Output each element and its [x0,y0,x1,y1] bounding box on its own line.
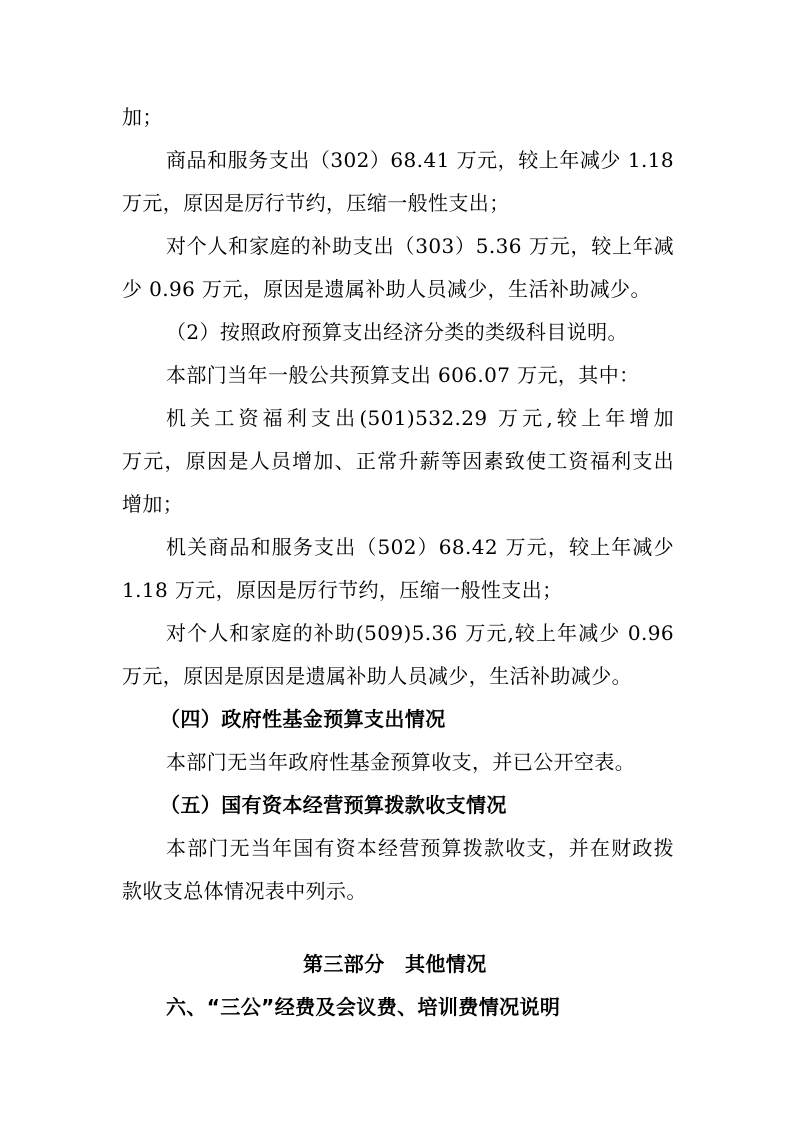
paragraph-line: 少 0.96 万元，原因是遗属补助人员减少，生活补助减少。 [122,277,651,301]
section-six-title: 六、“三公”经费及会议费、培训费情况说明 [166,995,561,1019]
section-heading-four: （四）政府性基金预算支出情况 [160,707,446,731]
paragraph-line: 款收支总体情况表中列示。 [122,879,367,903]
subsection-label: （2）按照政府预算支出经济分类的类级科目说明。 [166,320,628,344]
paragraph-line: 加； [122,105,163,129]
paragraph-line: 本部门当年一般公共预算支出 606.07 万元，其中： [166,363,640,387]
paragraph-line: 本部门无当年政府性基金预算收支，并已公开空表。 [166,750,636,774]
part-three-title: 第三部分 其他情况 [303,952,487,976]
paragraph-line: 商品和服务支出（302）68.41 万元，较上年减少 1.18 [166,148,674,172]
paragraph-line: 万元，原因是人员增加、正常升薪等因素致使工资福利支出 [122,449,674,473]
paragraph-line: 对个人和家庭的补助(509)5.36 万元,较上年减少 0.96 [166,621,674,645]
paragraph-line: 1.18 万元，原因是厉行节约，压缩一般性支出； [122,578,563,602]
paragraph-line: 本部门无当年国有资本经营预算拨款收支，并在财政拨 [166,836,674,860]
paragraph-line: 万元，原因是原因是遗属补助人员减少，生活补助减少。 [122,664,632,688]
paragraph-line: 万元，原因是厉行节约，压缩一般性支出； [122,191,510,215]
paragraph-line: 机关商品和服务支出（502）68.42 万元，较上年减少 [166,535,674,559]
paragraph-line: 增加； [122,492,184,516]
paragraph-line: 对个人和家庭的补助支出（303）5.36 万元，较上年减 [166,234,674,258]
section-heading-five: （五）国有资本经营预算拨款收支情况 [160,793,507,817]
paragraph-line: 机关工资福利支出(501)532.29 万元,较上年增加 [166,406,674,430]
